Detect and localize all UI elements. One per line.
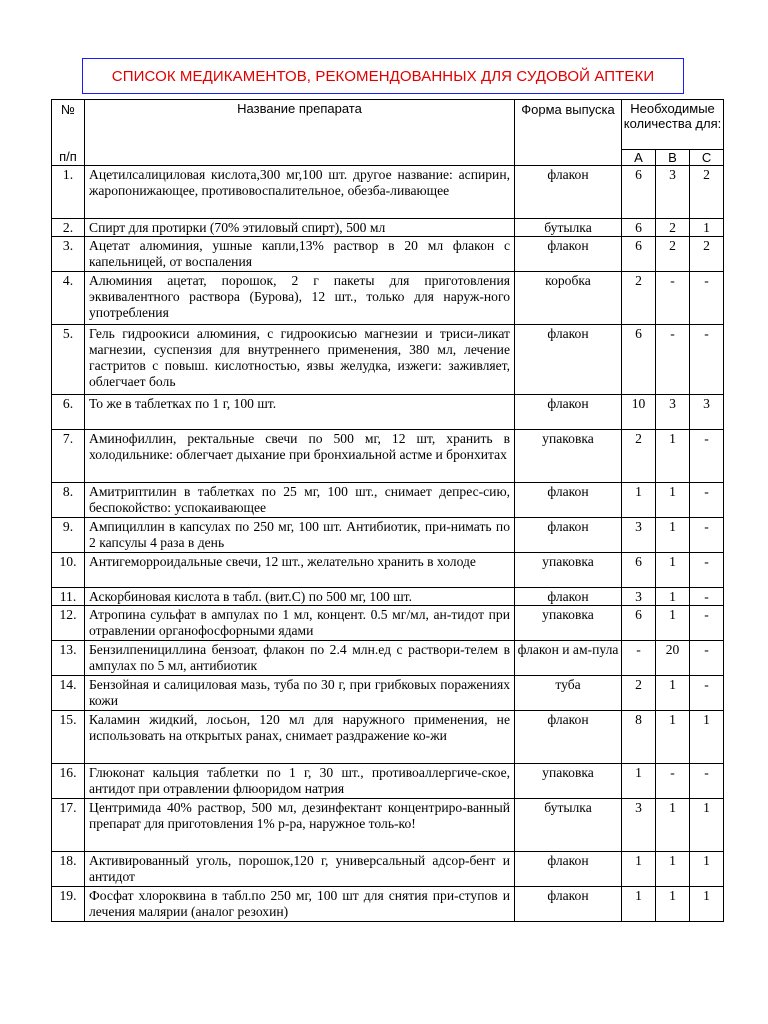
qty-b: 20 (656, 641, 690, 676)
release-form: туба (515, 676, 622, 711)
qty-a: 6 (622, 606, 656, 641)
qty-a: 6 (622, 553, 656, 588)
qty-b: 1 (656, 606, 690, 641)
table-row (52, 764, 724, 799)
qty-c: 2 (690, 237, 724, 272)
release-form: упаковка (515, 430, 622, 483)
release-form: флакон (515, 237, 622, 272)
drug-name: Бензилпенициллина бензоат, флакон по 2.4 млн.ед с раствори-телем в ампулах по 5 мл, антибиотик (85, 641, 515, 676)
table-row (52, 166, 724, 219)
table-row (52, 219, 724, 237)
table-row (52, 887, 724, 922)
table-row (52, 852, 724, 887)
qty-c: - (690, 430, 724, 483)
release-form: флакон (515, 325, 622, 395)
release-form: флакон (515, 166, 622, 219)
table-row (52, 430, 724, 483)
row-number: 2. (52, 219, 85, 237)
drug-name: Атропина сульфат в ампулах по 1 мл, концент. 0.5 мг/мл, ан-тидот при отравлении органофосфорными ядами (85, 606, 515, 641)
row-number: 10. (52, 553, 85, 588)
drug-name: Глюконат кальция таблетки по 1 г, 30 шт., противоаллергиче-ское, антидот при отравлении флюоридом натрия (85, 764, 515, 799)
release-form: флакон (515, 483, 622, 518)
qty-c: 1 (690, 887, 724, 922)
qty-b: 2 (656, 219, 690, 237)
qty-a: 3 (622, 799, 656, 852)
qty-b: 3 (656, 395, 690, 430)
qty-c: - (690, 606, 724, 641)
qty-a: 6 (622, 237, 656, 272)
drug-name: Антигеморроидальные свечи, 12 шт., желательно хранить в холоде (85, 553, 515, 588)
qty-a: 2 (622, 272, 656, 325)
qty-a: 6 (622, 166, 656, 219)
drug-name: Алюминия ацетат, порошок, 2 г пакеты для приготовления эквивалентного раствора (Бурова), 12 шт., только для наруж-ного употребления (85, 272, 515, 325)
qty-a: 6 (622, 325, 656, 395)
release-form: флакон (515, 518, 622, 553)
qty-b: 1 (656, 553, 690, 588)
release-form: флакон (515, 852, 622, 887)
header-drug-name: Название препарата (85, 100, 515, 166)
release-form: упаковка (515, 553, 622, 588)
drug-name: Ацетат алюминия, ушные капли,13% раствор в 20 мл флакон с капельницей, от воспаления (85, 237, 515, 272)
qty-a: 10 (622, 395, 656, 430)
release-form: упаковка (515, 764, 622, 799)
qty-a: 1 (622, 887, 656, 922)
drug-name: Каламин жидкий, лосьон, 120 мл для наружного применения, не использовать на открытых ранах, снимает раздражение ко-жи (85, 711, 515, 764)
row-number: 4. (52, 272, 85, 325)
header-number (52, 100, 85, 166)
drug-name: Фосфат хлороквина в табл.по 250 мг, 100 шт для снятия при-ступов и лечения малярии (аналог резохин) (85, 887, 515, 922)
qty-c: 2 (690, 166, 724, 219)
qty-c: 1 (690, 799, 724, 852)
qty-c: - (690, 641, 724, 676)
qty-a: 2 (622, 676, 656, 711)
qty-c: - (690, 676, 724, 711)
drug-name: Ампициллин в капсулах по 250 мг, 100 шт. Антибиотик, при-нимать по 2 капсулы 4 раза в день (85, 518, 515, 553)
qty-b: 1 (656, 518, 690, 553)
drug-name: Активированный уголь, порошок,120 г, универсальный адсор-бент и антидот (85, 852, 515, 887)
qty-b: - (656, 325, 690, 395)
drug-name: Ацетилсалициловая кислота,300 мг,100 шт. другое название: аспирин, жаропонижающее, противовоспалительное, обезба-ливающее (85, 166, 515, 219)
qty-c: - (690, 588, 724, 606)
header-release-form: Форма выпуска (515, 100, 622, 166)
qty-c: 1 (690, 711, 724, 764)
row-number: 13. (52, 641, 85, 676)
qty-c: - (690, 483, 724, 518)
header-col-a: A (622, 150, 656, 166)
row-number: 17. (52, 799, 85, 852)
qty-c: - (690, 764, 724, 799)
row-number: 12. (52, 606, 85, 641)
header-col-c: C (690, 150, 724, 166)
row-number: 5. (52, 325, 85, 395)
qty-c: - (690, 272, 724, 325)
release-form: флакон (515, 588, 622, 606)
row-number: 16. (52, 764, 85, 799)
qty-a: 1 (622, 483, 656, 518)
qty-a: 1 (622, 852, 656, 887)
qty-b: - (656, 764, 690, 799)
qty-c: 1 (690, 852, 724, 887)
release-form: флакон (515, 395, 622, 430)
table-row (52, 711, 724, 764)
drug-name: Амитриптилин в таблетках по 25 мг, 100 шт., снимает депрес-сию, беспокойство: успокаивающее (85, 483, 515, 518)
drug-name: Спирт для протирки (70% этиловый спирт), 500 мл (85, 219, 515, 237)
table-row (52, 676, 724, 711)
table-row (52, 237, 724, 272)
row-number: 8. (52, 483, 85, 518)
qty-a: 2 (622, 430, 656, 483)
row-number: 19. (52, 887, 85, 922)
qty-c: - (690, 518, 724, 553)
release-form: бутылка (515, 799, 622, 852)
drug-name: То же в таблетках по 1 г, 100 шт. (85, 395, 515, 430)
medication-table (51, 99, 724, 922)
row-number: 9. (52, 518, 85, 553)
row-number: 15. (52, 711, 85, 764)
drug-name: Гель гидроокиси алюминия, с гидроокисью магнезии и триси-ликат магнезии, суспензия для внутреннего применения, 380 мл, лечение гастритов с повыш. кислотностью, язвы желудка, изжеги: заживляет, облегчает боль (85, 325, 515, 395)
release-form: флакон и ам-пула (515, 641, 622, 676)
table-row (52, 606, 724, 641)
qty-a: 6 (622, 219, 656, 237)
qty-b: 1 (656, 799, 690, 852)
row-number: 3. (52, 237, 85, 272)
qty-b: 1 (656, 711, 690, 764)
header-number-abbrev: п/п (59, 149, 77, 164)
drug-name: Аскорбиновая кислота в табл. (вит.С) по 500 мг, 100 шт. (85, 588, 515, 606)
qty-b: 1 (656, 483, 690, 518)
release-form: упаковка (515, 606, 622, 641)
table-row (52, 553, 724, 588)
qty-b: 1 (656, 852, 690, 887)
table-row (52, 799, 724, 852)
qty-b: 2 (656, 237, 690, 272)
table-row (52, 483, 724, 518)
qty-b: 1 (656, 430, 690, 483)
row-number: 1. (52, 166, 85, 219)
row-number: 11. (52, 588, 85, 606)
release-form: коробка (515, 272, 622, 325)
qty-c: 1 (690, 219, 724, 237)
table-row (52, 641, 724, 676)
document-title: СПИСОК МЕДИКАМЕНТОВ, РЕКОМЕНДОВАННЫХ ДЛЯ СУДОВОЙ АПТЕКИ (82, 58, 684, 94)
qty-a: 3 (622, 518, 656, 553)
release-form: флакон (515, 887, 622, 922)
table-row (52, 395, 724, 430)
table-row (52, 272, 724, 325)
row-number: 18. (52, 852, 85, 887)
qty-a: 1 (622, 764, 656, 799)
table-row (52, 325, 724, 395)
table-row (52, 588, 724, 606)
qty-b: 1 (656, 676, 690, 711)
qty-b: 1 (656, 588, 690, 606)
row-number: 7. (52, 430, 85, 483)
drug-name: Аминофиллин, ректальные свечи по 500 мг, 12 шт, хранить в холодильнике: облегчает дыхание при бронхиальной астме и бронхитах (85, 430, 515, 483)
release-form: флакон (515, 711, 622, 764)
qty-a: 8 (622, 711, 656, 764)
qty-b: 1 (656, 887, 690, 922)
drug-name: Центримида 40% раствор, 500 мл, дезинфектант концентриро-ванный препарат для приготовления 1% р-ра, наружное толь-ко! (85, 799, 515, 852)
drug-name: Бензойная и салициловая мазь, туба по 30 г, при грибковых поражениях кожи (85, 676, 515, 711)
row-number: 14. (52, 676, 85, 711)
qty-a: - (622, 641, 656, 676)
header-col-b: B (656, 150, 690, 166)
row-number: 6. (52, 395, 85, 430)
header-number-symbol: № (61, 102, 75, 117)
header-row (52, 100, 724, 150)
qty-c: - (690, 325, 724, 395)
qty-c: - (690, 553, 724, 588)
qty-a: 3 (622, 588, 656, 606)
release-form: бутылка (515, 219, 622, 237)
qty-b: - (656, 272, 690, 325)
qty-c: 3 (690, 395, 724, 430)
qty-b: 3 (656, 166, 690, 219)
header-quantities: Необходимые количества для: (622, 100, 724, 150)
table-row (52, 518, 724, 553)
